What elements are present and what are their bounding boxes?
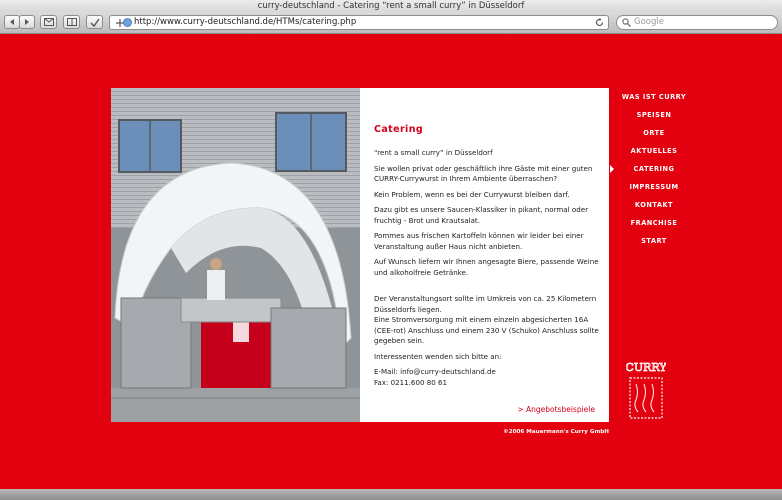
- window-title: curry-deutschland - Catering “rent a small curry” in Düsseldorf: [257, 1, 525, 11]
- book-icon: [67, 18, 77, 26]
- nav-item-was-ist-curry[interactable]: WAS IST CURRY: [621, 93, 687, 101]
- url-text[interactable]: http://www.curry-deutschland.de/HTMs/catering.php: [134, 17, 357, 27]
- window-bottom-bar: [0, 489, 782, 500]
- nav-item-aktuelles[interactable]: AKTUELLES: [630, 147, 678, 155]
- spellcheck-button[interactable]: [86, 15, 103, 29]
- back-button[interactable]: [4, 15, 20, 29]
- main-navigation: [610, 88, 698, 250]
- catering-photo: [111, 88, 360, 422]
- globe-icon: [123, 18, 132, 27]
- search-field[interactable]: [616, 15, 778, 30]
- nav-item-kontakt[interactable]: KONTAKT: [634, 201, 674, 209]
- mail-button[interactable]: [40, 15, 57, 29]
- paragraph: Sie wollen privat oder geschäftlich ihre Gäste mit einer guten CURRY-Currywurst in Ihrem Ambiente überraschen?: [374, 163, 593, 183]
- back-arrow-icon: [8, 18, 16, 26]
- paragraph: Pommes aus frischen Kartoffeln können wir leider bei einer Veranstaltung außer Haus nicht anbieten.: [374, 231, 584, 251]
- search-placeholder: Google: [634, 17, 664, 27]
- copyright: ©2006 Mauermann's Curry GmbH: [503, 429, 609, 435]
- paragraph-intro: “rent a small curry” in Düsseldorf: [374, 148, 493, 157]
- paragraph: Der Veranstaltungsort sollte im Umkreis von ca. 25 Kilometern Düsseldorfs liegen.: [374, 294, 597, 314]
- page-title: Catering: [374, 124, 424, 135]
- curry-logo[interactable]: [626, 358, 666, 422]
- window-titlebar: [0, 0, 782, 12]
- address-bar[interactable]: [109, 15, 609, 30]
- body-copy: [374, 148, 604, 393]
- nav-item-impressum[interactable]: IMPRESSUM: [629, 183, 679, 191]
- content-panel: [360, 88, 609, 422]
- nav-item-start[interactable]: START: [641, 237, 667, 245]
- forward-button[interactable]: [19, 15, 35, 29]
- contact-fax: Fax: 0211.600 80 61: [374, 377, 448, 387]
- browser-toolbar: [0, 12, 782, 34]
- offers-link[interactable]: > Angebotsbeispiele: [517, 405, 595, 414]
- nav-item-orte[interactable]: ORTE: [643, 129, 665, 137]
- forward-arrow-icon: [23, 18, 31, 26]
- bookmarks-button[interactable]: [63, 15, 80, 29]
- nav-item-catering[interactable]: CATERING: [610, 160, 698, 178]
- logo-wordmark: CURRY: [626, 361, 666, 374]
- reload-icon[interactable]: [595, 18, 604, 27]
- paragraph: Kein Problem, wenn es bei der Currywurst bleiben darf.: [374, 189, 570, 199]
- search-icon: [622, 18, 631, 27]
- paragraph: Interessenten wenden sich bitte an:: [374, 351, 502, 361]
- envelope-icon: [44, 18, 54, 26]
- paragraph: Eine Stromversorgung mit einem einzeln abgesicherten 16A (CEE-rot) Anschluss und einem 230 V (Schuko) Anschluss sollte gegeben sein.: [374, 315, 599, 345]
- nav-item-franchise[interactable]: FRANCHISE: [630, 219, 678, 227]
- nav-item-speisen[interactable]: SPEISEN: [636, 111, 672, 119]
- checkmark-icon: [90, 18, 100, 27]
- contact-email[interactable]: E-Mail: info@curry-deutschland.de: [374, 367, 496, 376]
- paragraph: Dazu gibt es unsere Saucen-Klassiker in pikant, normal oder fruchtig - Brot und Krautsalat.: [374, 205, 588, 225]
- paragraph: Auf Wunsch liefern wir Ihnen angesagte Biere, passende Weine und alkoholfreie Getränke.: [374, 257, 599, 277]
